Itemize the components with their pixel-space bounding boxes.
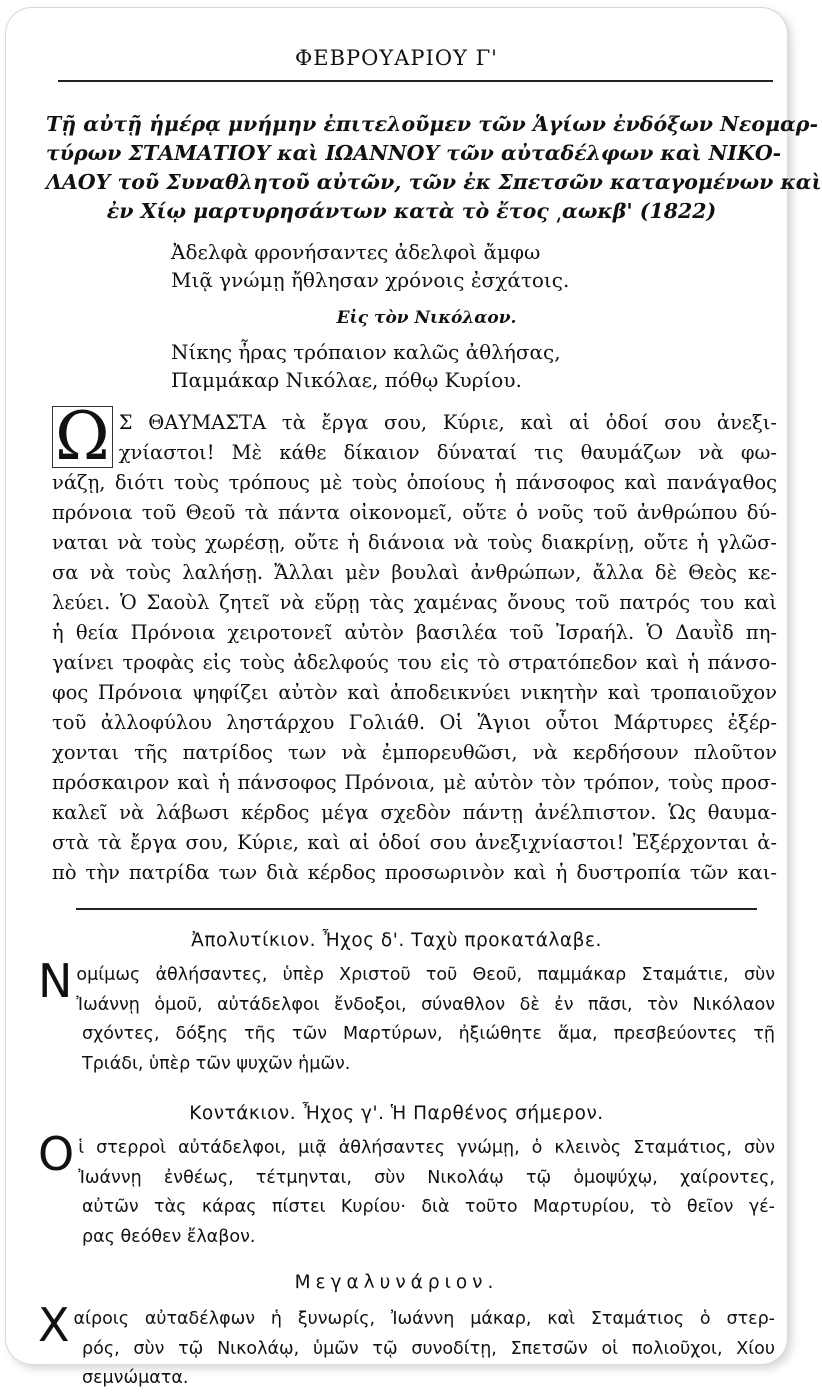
body-line: χονται τῆς πατρίδος των νὰ ἐμπορευθῶσι, νὰ κερδήσουν πλοῦτον [52,741,777,764]
page [6,8,822,1388]
body-line: ναται νὰ τοὺς χωρέσῃ, οὔτε ἡ διάνοια νὰ τοὺς διακρίνῃ, οὔτε ἡ γλῶσ- [52,531,777,554]
ornamental-drop-cap: Ω [52,406,113,468]
verse-line: Μιᾷ γνώμῃ ἤθλησαν χρόνοις ἐσχάτοις. [171,268,570,292]
kontakion-initial: O [38,1127,75,1181]
body-line: πὸ τὴν πατρίδα των διὰ κέρδος προσωρινὸν καὶ ἡ δυστροπία τῶν και- [52,861,777,884]
hymn-line: ρός, σὺν τῷ Νικολάῳ, ὑμῶν τῷ συνοδίτῃ, Σπετσῶν οἱ πολιοῦχοι, Χίου [82,1338,775,1359]
verse-line: Νίκης ἦρας τρόπαιον καλῶς ἀθλήσας, [171,340,561,364]
body-line: πρόνοια τοῦ Θεοῦ τὰ πάντα οἰκονομεῖ, οὔτε ὁ νοῦς τοῦ ἀνθρώπου δύ- [52,501,777,524]
title-line: ΛΑΟΥ τοῦ Συναθλητοῦ αὐτῶν, τῶν ἐκ Σπετσῶν καταγομένων καὶ [46,170,822,194]
megalynarion-text [38,1298,775,1394]
apolytikion-initial: N [38,954,73,1008]
hymn-line: αίροις αὐταδέλφων ἡ ξυνωρίς, Ἰωάννη μάκαρ, καὶ Σταμάτιος ὁ στερ- [73,1309,775,1329]
kontakion-text [38,1127,775,1252]
body-line: γαίνει τροφὰς εἰς τοὺς ἀδελφούς του εἰς τὸ στρατόπεδον καὶ ἡ πάνσο- [52,651,777,674]
body-line: λεύει. Ὁ Σαοὺλ ζητεῖ νὰ εὕρῃ τὰς χαμένας ὄνους τοῦ πατρός του καὶ [52,591,777,614]
hymn-line: σχόντες, δόξης τῆς τῶν Μαρτύρων, ἠξιώθητε ἅμα, πρεσβεύοντες τῇ [82,1024,775,1044]
hymn-line: Ἰωάννῃ ἐνθέως, τέτμηνται, σὺν Νικολάῳ τῷ ὁμοψύχῳ, χαίροντες, [78,1167,775,1188]
body-line: χνίαστοι! Μὲ κάθε δίκαιον δύναταί τις θαυμάζων νὰ φω- [118,441,777,464]
title-line: ἐν Χίῳ μαρτυρησάντων κατὰ τὸ ἔτος ͵αωκβ' (1822) [106,199,717,223]
hymn-line: ἱ στερροὶ αὐτάδελφοι, μιᾷ ἀθλήσαντες γνώμῃ, ὁ κλεινὸς Σταμάτιος, σὺν [78,1138,775,1158]
body-line: νάζῃ, διότι τοὺς τρόπους μὲ τοὺς ὁποίους ἡ πάνσοφος καὶ πανάγαθος [52,471,777,494]
body-line: σα νὰ τοὺς λαλήσῃ. Ἄλλαι μὲν βουλαὶ ἀνθρώπων, ἄλλα δὲ Θεὸς κε- [52,561,777,584]
hymn-line: ομίμως ἀθλήσαντες, ὑπὲρ Χριστοῦ τοῦ Θεοῦ, παμμάκαρ Σταμάτιε, σὺν [76,965,775,985]
megalynarion-heading: Μεγαλυνάριον. [294,1272,499,1293]
hymn-line: Τριάδι, ὑπὲρ τῶν ψυχῶν ἡμῶν. [82,1053,351,1074]
body-line: καλεῖ νὰ λάβωσι κέρδος μέγα σχεδὸν πάντῃ ἀνέλπιστον. Ὡς θαυμα- [52,801,777,824]
verse-line: Ἀδελφὰ φρονήσαντες ἀδελφοὶ ἄμφω [171,240,541,264]
body-line: φος Πρόνοια ψηφίζει αὐτὸν καὶ ἀποδεικνύει νικητὴν καὶ τροπαιοῦχον [52,681,777,704]
hymn-line: ρας θεόθεν ἔλαβον. [82,1226,256,1247]
megalynarion-initial: X [38,1298,70,1352]
commemoration-title [46,110,822,226]
verse-subheading: Εἰς τὸν Νικόλαον. [336,308,517,328]
body-line: Σ ΘΑΥΜΑΣΤΑ τὰ ἔργα σου, Κύριε, καὶ αἱ ὁδοί σου ἀνεξι- [118,411,777,434]
body-line: πρόσκαιρον καὶ ἡ πάνσοφος Πρόνοια, μὲ αὐτὸν τὸν τρόπον, τοὺς προσ- [52,771,777,794]
body-line: τοῦ ἀλλοφύλου ληστάρχου Γολιάθ. Οἱ Ἅγιοι οὗτοι Μάρτυρες ἐξέρ- [52,711,777,734]
title-line: τύρων ΣΤΑΜΑΤΙΟΥ καὶ ΙΩΑΝΝΟΥ τῶν αὐταδέλφων καὶ ΝΙΚΟ- [46,141,782,165]
body-line: στὰ τὰ ἔργα σου, Κύριε, καὶ αἱ ὁδοί σου ἀνεξιχνίαστοι! Ἐξέρχονται ἀ- [52,831,777,854]
hymn-line: σεμνώματα. [82,1368,189,1388]
kontakion-heading: Κοντάκιον. Ἦχος γ'. Ἡ Παρθένος σήμερον. [189,1103,604,1124]
apolytikion-text [38,954,775,1079]
hymn-line: αὐτῶν τὰς κάρας πίστει Κυρίου· διὰ τοῦτο Μαρτυρίου, τὸ θεῖον γέ- [82,1197,775,1217]
top-rule [58,80,773,82]
body-line: ἡ θεία Πρόνοια χειροτονεῖ αὐτὸν βασιλέα τοῦ Ἰσραήλ. Ὁ Δαυῒδ πη- [52,621,777,644]
running-title: ΦΕΒΡΟΥΑΡΙΟΥ Γ' [295,46,498,70]
title-line: Τῇ αὐτῇ ἡμέρᾳ μνήμην ἐπιτελοῦμεν τῶν Ἁγίων ἐνδόξων Νεομαρ- [46,112,818,136]
hymn-line: Ἰωάννῃ ὁμοῦ, αὐτάδελφοι ἔνδοξοι, σύναθλον δὲ ἐν πᾶσι, τὸν Νικόλαον [76,994,775,1015]
verse-line: Παμμάκαρ Νικόλαε, πόθῳ Κυρίου. [171,368,522,392]
apolytikion-heading: Ἀπολυτίκιον. Ἦχος δ'. Ταχὺ προκατάλαβε. [191,930,602,951]
section-rule [76,908,757,910]
synaxarion-body [52,398,777,888]
